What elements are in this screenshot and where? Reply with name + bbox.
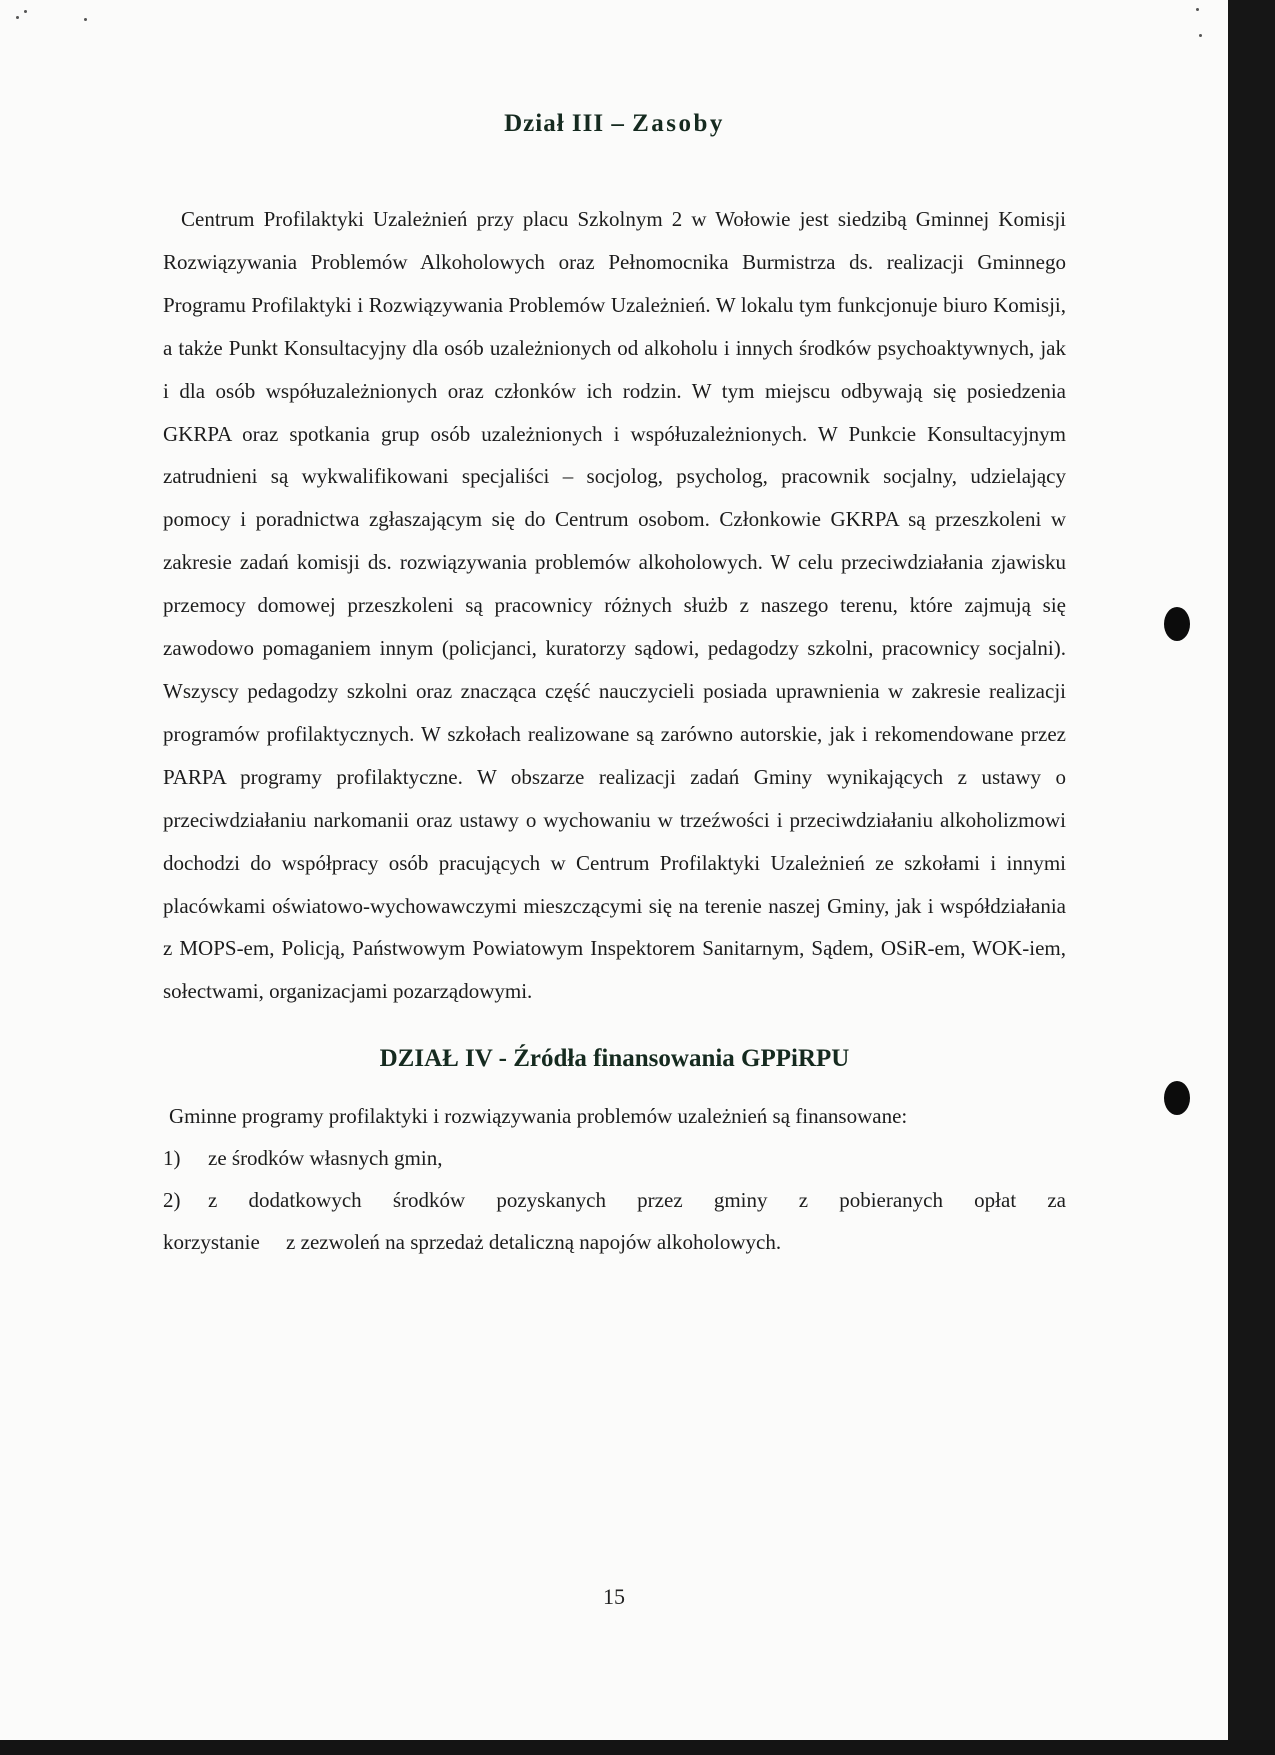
list-item-number: 2) [163,1188,181,1213]
list-item-continuation: korzystanie z zezwoleń na sprzedaż detaliczną napojów alkoholowych. [163,1230,782,1255]
list-item [163,1179,1066,1221]
section-3-paragraph: Centrum Profilaktyki Uzależnień przy placu Szkolnym 2 w Wołowie jest siedzibą Gminnej Komisji Rozwiązywania Problemów Alkoholowych oraz Pełnomocnika Burmistrza ds. realizacji Gminnego Programu Profilaktyki i Rozwiązywania Problemów Uzależnień. W lokalu tym funkcjonuje biuro Komisji, a także Punkt Konsultacyjny dla osób uzależnionych od alkoholu i innych środków psychoaktywnych, jak i dla osób współuzależnionych oraz członków ich rodzin. W tym miejscu odbywają się posiedzenia GKRPA oraz spotkania grup osób uzależnionych i współuzależnionych. W Punkcie Konsultacyjnym zatrudnieni są wykwalifikowani specjaliści – socjolog, psycholog, pracownik socjalny, udzielający pomocy i poradnictwa zgłaszającym się do Centrum osobom. Członkowie GKRPA są przeszkoleni w zakresie zadań komisji ds. rozwiązywania problemów alkoholowych. W celu przeciwdziałania zjawisku przemocy domowej przeszkoleni są pracownicy różnych służb z naszego terenu, które zajmują się zawodowo pomaganiem innym (policjanci, kuratorzy sądowi, pedagodzy szkolni, pracownicy socjalni). Wszyscy pedagodzy szkolni oraz znacząca część nauczycieli posiada uprawnienia w zakresie realizacji programów profilaktycznych. W szkołach realizowane są zarówno autorskie, jak i rekomendowane przez PARPA programy profilaktyczne. W obszarze realizacji zadań Gminy wynikających z ustawy o przeciwdziałaniu narkomanii oraz ustawy o wychowaniu w trzeźwości i przeciwdziałaniu alkoholizmowi dochodzi do współpracy osób pracujących w Centrum Profilaktyki Uzależnień ze szkołami i innymi placówkami oświatowo-wychowawczymi mieszczącymi się na terenie naszej Gminy, jak i współdziałania z MOPS-em, Policją, Państwowym Powiatowym Inspektorem Sanitarnym, Sądem, OSiR-em, WOK-iem, sołectwami, organizacjami pozarządowymi. [163,207,1066,1004]
punch-hole-mark [1164,607,1190,641]
scan-speck [24,10,27,13]
page-number: 15 [603,1584,625,1609]
section-3-heading-title: Zasoby [632,110,725,137]
section-3-heading [163,110,1066,138]
section-4-heading: DZIAŁ IV - Źródła finansowania GPPiRPU [379,1045,850,1073]
scan-speck [1199,34,1202,37]
scan-speck [16,16,19,19]
section-3-heading-prefix: Dział III – [504,110,633,137]
section-4-intro: Gminne programy profilaktyki i rozwiązywania problemów uzależnień są finansowane: [169,1104,908,1129]
scan-speck [1196,8,1199,11]
punch-hole-mark [1164,1081,1190,1115]
list-item [163,1137,1066,1179]
scan-border-bottom [0,1740,1275,1755]
scan-speck [84,18,87,21]
list-item-text: ze środków własnych gmin, [208,1146,443,1171]
list-item-number: 1) [163,1146,181,1171]
scan-border-right [1228,0,1275,1755]
list-item-text: z dodatkowych środków pozyskanych przez gminy z pobieranych opłat za [208,1188,1066,1213]
page-content [163,110,1066,1263]
